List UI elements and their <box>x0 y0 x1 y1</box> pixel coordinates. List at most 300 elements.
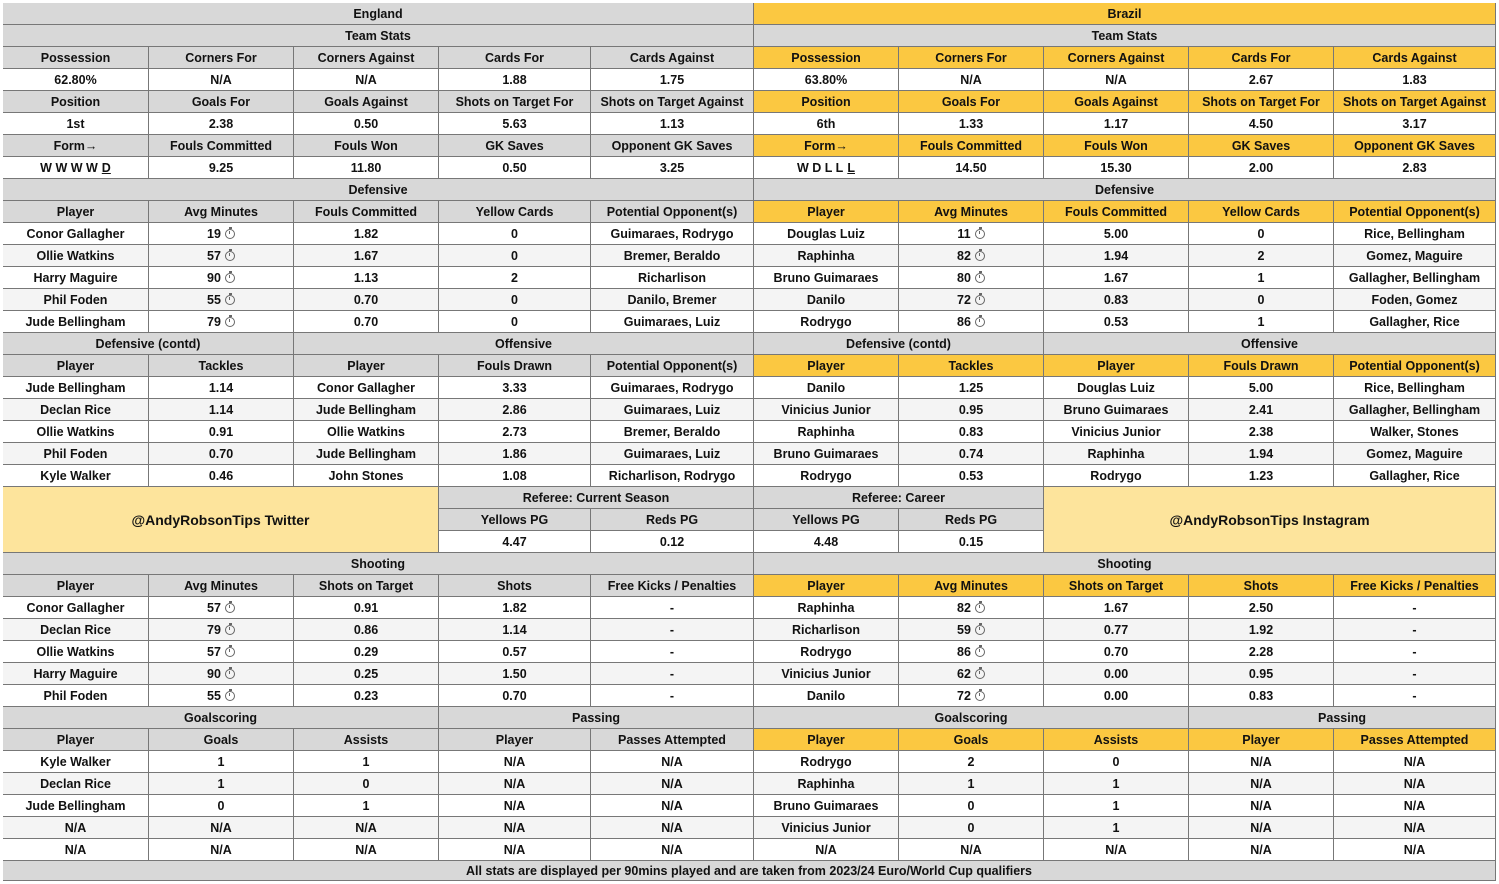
column-header: Yellow Cards <box>439 201 591 223</box>
stat-value: 14.50 <box>899 157 1044 179</box>
column-header: Avg Minutes <box>149 575 294 597</box>
section-title: Passing <box>439 707 754 729</box>
player-name: N/A <box>1189 751 1334 773</box>
stat-value: 6th <box>754 113 899 135</box>
column-header: Player <box>294 355 439 377</box>
player-name: Raphinha <box>1044 443 1189 465</box>
column-header: Potential Opponent(s) <box>1334 201 1496 223</box>
stat-value: 1.88 <box>439 69 591 91</box>
column-header: Potential Opponent(s) <box>591 355 754 377</box>
player-name: Bruno Guimaraes <box>754 795 899 817</box>
stat-label: Form→ <box>754 135 899 157</box>
form-recent: W D L L <box>797 160 844 175</box>
passes-attempted: N/A <box>1334 817 1496 839</box>
column-header: Free Kicks / Penalties <box>1334 575 1496 597</box>
section-title: Offensive <box>1044 333 1496 355</box>
avg-minutes-value: 19 <box>207 226 221 241</box>
twitter-promo[interactable]: @AndyRobsonTips Twitter <box>3 487 439 553</box>
tackles: 1.14 <box>149 399 294 421</box>
avg-minutes-cell <box>149 685 294 707</box>
avg-minutes-value: 79 <box>207 314 221 329</box>
player-name: N/A <box>1189 817 1334 839</box>
avg-minutes-value: 59 <box>957 622 971 637</box>
assists: N/A <box>294 817 439 839</box>
stat-value: 2.67 <box>1189 69 1334 91</box>
avg-minutes-cell <box>899 267 1044 289</box>
player-name: Rodrygo <box>754 465 899 487</box>
stopwatch-icon <box>225 647 235 657</box>
player-name: Harry Maguire <box>3 267 149 289</box>
free-kicks-penalties: - <box>1334 641 1496 663</box>
stat-value: 2.83 <box>1334 157 1496 179</box>
potential-opponents: Rice, Bellingham <box>1334 223 1496 245</box>
stat-value: 9.25 <box>149 157 294 179</box>
stat-label: Possession <box>3 47 149 69</box>
avg-minutes-value: 90 <box>207 270 221 285</box>
player-name: Raphinha <box>754 245 899 267</box>
shots: 1.14 <box>439 619 591 641</box>
free-kicks-penalties: - <box>591 597 754 619</box>
shots-on-target: 0.23 <box>294 685 439 707</box>
section-title: Passing <box>1189 707 1496 729</box>
stat-value: N/A <box>899 69 1044 91</box>
reds-label: Reds PG <box>899 509 1044 531</box>
form-value <box>754 157 899 179</box>
section-title: Defensive (contd) <box>3 333 294 355</box>
player-name: Vinicius Junior <box>754 817 899 839</box>
avg-minutes-cell <box>899 289 1044 311</box>
potential-opponents: Richarlison, Rodrygo <box>591 465 754 487</box>
player-name: Jude Bellingham <box>294 399 439 421</box>
player-name: Phil Foden <box>3 289 149 311</box>
player-name: Jude Bellingham <box>294 443 439 465</box>
yellow-cards: 0 <box>439 311 591 333</box>
fouls-committed: 0.83 <box>1044 289 1189 311</box>
stat-value: 1.13 <box>591 113 754 135</box>
fouls-committed: 1.13 <box>294 267 439 289</box>
goals: 2 <box>899 751 1044 773</box>
avg-minutes-cell <box>149 267 294 289</box>
assists: N/A <box>294 839 439 861</box>
player-name: Rodrygo <box>754 641 899 663</box>
player-name: Kyle Walker <box>3 465 149 487</box>
stat-value: 4.50 <box>1189 113 1334 135</box>
shots-on-target: 0.70 <box>1044 641 1189 663</box>
fouls-drawn: 2.86 <box>439 399 591 421</box>
player-name: N/A <box>3 817 149 839</box>
stat-label: Shots on Target For <box>439 91 591 113</box>
player-name: Rodrygo <box>754 751 899 773</box>
avg-minutes-cell <box>899 245 1044 267</box>
avg-minutes-value: 55 <box>207 292 221 307</box>
fouls-committed: 1.82 <box>294 223 439 245</box>
player-name: Vinicius Junior <box>754 399 899 421</box>
shots: 1.50 <box>439 663 591 685</box>
stopwatch-icon <box>975 625 985 635</box>
column-header: Passes Attempted <box>591 729 754 751</box>
passes-attempted: N/A <box>591 817 754 839</box>
avg-minutes-value: 11 <box>957 226 971 241</box>
player-name: Declan Rice <box>3 773 149 795</box>
stat-label: Fouls Committed <box>899 135 1044 157</box>
player-name: N/A <box>439 795 591 817</box>
assists: 1 <box>294 751 439 773</box>
column-header: Free Kicks / Penalties <box>591 575 754 597</box>
shots: 2.28 <box>1189 641 1334 663</box>
reds-label: Reds PG <box>591 509 754 531</box>
stat-value: 11.80 <box>294 157 439 179</box>
column-header: Player <box>3 355 149 377</box>
avg-minutes-value: 72 <box>957 292 971 307</box>
column-header: Fouls Committed <box>294 201 439 223</box>
stat-value: 1st <box>3 113 149 135</box>
stat-value: 1.33 <box>899 113 1044 135</box>
player-name: Ollie Watkins <box>3 641 149 663</box>
avg-minutes-cell <box>899 311 1044 333</box>
player-name: N/A <box>439 773 591 795</box>
potential-opponents: Walker, Stones <box>1334 421 1496 443</box>
fouls-committed: 0.70 <box>294 289 439 311</box>
player-name: Ollie Watkins <box>3 245 149 267</box>
stat-value: N/A <box>1044 69 1189 91</box>
stat-value: 5.63 <box>439 113 591 135</box>
stat-label: Goals For <box>149 91 294 113</box>
fouls-drawn: 2.38 <box>1189 421 1334 443</box>
shots: 2.50 <box>1189 597 1334 619</box>
avg-minutes-cell <box>149 311 294 333</box>
avg-minutes-cell <box>149 223 294 245</box>
player-name: N/A <box>439 751 591 773</box>
avg-minutes-cell <box>899 597 1044 619</box>
player-name: Phil Foden <box>3 685 149 707</box>
shots-on-target: 0.25 <box>294 663 439 685</box>
player-name: Jude Bellingham <box>3 795 149 817</box>
player-name: Rodrygo <box>754 311 899 333</box>
stat-label: Corners Against <box>1044 47 1189 69</box>
tackles: 1.14 <box>149 377 294 399</box>
section-title: Goalscoring <box>3 707 439 729</box>
player-name: N/A <box>439 817 591 839</box>
free-kicks-penalties: - <box>1334 597 1496 619</box>
team-title: Brazil <box>754 3 1496 25</box>
stopwatch-icon <box>225 603 235 613</box>
stat-label: Opponent GK Saves <box>591 135 754 157</box>
passes-attempted: N/A <box>591 795 754 817</box>
column-header: Player <box>754 729 899 751</box>
column-header: Goals <box>899 729 1044 751</box>
player-name: Ollie Watkins <box>294 421 439 443</box>
yellow-cards: 0 <box>1189 289 1334 311</box>
stat-label: GK Saves <box>439 135 591 157</box>
stat-label: Opponent GK Saves <box>1334 135 1496 157</box>
passes-attempted: N/A <box>1334 751 1496 773</box>
potential-opponents: Foden, Gomez <box>1334 289 1496 311</box>
fouls-drawn: 5.00 <box>1189 377 1334 399</box>
column-header: Player <box>754 201 899 223</box>
avg-minutes-value: 82 <box>957 248 971 263</box>
potential-opponents: Guimaraes, Rodrygo <box>591 223 754 245</box>
goals: 1 <box>149 751 294 773</box>
stat-label: Corners Against <box>294 47 439 69</box>
stat-label: Fouls Committed <box>149 135 294 157</box>
goals: N/A <box>149 839 294 861</box>
stat-value: 0.50 <box>439 157 591 179</box>
column-header: Passes Attempted <box>1334 729 1496 751</box>
passes-attempted: N/A <box>1334 795 1496 817</box>
stopwatch-icon <box>975 229 985 239</box>
shots-on-target: 0.29 <box>294 641 439 663</box>
footer-note: All stats are displayed per 90mins played and are taken from 2023/24 Euro/World Cup qualifiers <box>3 861 1496 881</box>
player-name: Douglas Luiz <box>754 223 899 245</box>
referee-current-yellows: 4.47 <box>439 531 591 553</box>
shots-on-target: 0.86 <box>294 619 439 641</box>
team-stats-title: Team Stats <box>754 25 1496 47</box>
stats-sheet <box>3 3 1496 881</box>
potential-opponents: Gomez, Maguire <box>1334 245 1496 267</box>
potential-opponents: Richarlison <box>591 267 754 289</box>
avg-minutes-cell <box>899 663 1044 685</box>
stat-label: Goals For <box>899 91 1044 113</box>
shots-on-target: 0.91 <box>294 597 439 619</box>
player-name: Jude Bellingham <box>3 377 149 399</box>
avg-minutes-cell <box>899 641 1044 663</box>
tackles: 0.53 <box>899 465 1044 487</box>
avg-minutes-value: 79 <box>207 622 221 637</box>
fouls-drawn: 1.23 <box>1189 465 1334 487</box>
column-header: Shots <box>439 575 591 597</box>
potential-opponents: Gallagher, Rice <box>1334 311 1496 333</box>
fouls-committed: 0.53 <box>1044 311 1189 333</box>
assists: 1 <box>1044 795 1189 817</box>
column-header: Avg Minutes <box>899 201 1044 223</box>
column-header: Yellow Cards <box>1189 201 1334 223</box>
stat-label: Cards For <box>1189 47 1334 69</box>
column-header: Fouls Drawn <box>1189 355 1334 377</box>
stat-label: Shots on Target Against <box>1334 91 1496 113</box>
stat-value: 1.17 <box>1044 113 1189 135</box>
goals: N/A <box>899 839 1044 861</box>
yellow-cards: 2 <box>1189 245 1334 267</box>
stopwatch-icon <box>975 647 985 657</box>
referee-career-yellows: 4.48 <box>754 531 899 553</box>
player-name: Raphinha <box>754 773 899 795</box>
section-title: Goalscoring <box>754 707 1189 729</box>
player-name: Danilo <box>754 377 899 399</box>
player-name: Ollie Watkins <box>3 421 149 443</box>
stat-value: N/A <box>294 69 439 91</box>
assists: 1 <box>1044 817 1189 839</box>
passes-attempted: N/A <box>591 839 754 861</box>
stat-label: GK Saves <box>1189 135 1334 157</box>
shots-on-target: 0.77 <box>1044 619 1189 641</box>
player-name: John Stones <box>294 465 439 487</box>
goals: 1 <box>149 773 294 795</box>
fouls-drawn: 1.86 <box>439 443 591 465</box>
player-name: N/A <box>1189 839 1334 861</box>
avg-minutes-cell <box>149 663 294 685</box>
player-name: Raphinha <box>754 597 899 619</box>
avg-minutes-value: 82 <box>957 600 971 615</box>
player-name: Bruno Guimaraes <box>1044 399 1189 421</box>
referee-career-title: Referee: Career <box>754 487 1044 509</box>
stat-label: Form→ <box>3 135 149 157</box>
avg-minutes-value: 55 <box>207 688 221 703</box>
avg-minutes-cell <box>899 685 1044 707</box>
assists: 0 <box>294 773 439 795</box>
stat-label: Goals Against <box>294 91 439 113</box>
stat-label: Shots on Target Against <box>591 91 754 113</box>
stat-label: Goals Against <box>1044 91 1189 113</box>
tackles: 1.25 <box>899 377 1044 399</box>
player-name: Rodrygo <box>1044 465 1189 487</box>
free-kicks-penalties: - <box>591 685 754 707</box>
column-header: Assists <box>1044 729 1189 751</box>
player-name: Conor Gallagher <box>3 223 149 245</box>
stat-label: Cards Against <box>591 47 754 69</box>
fouls-drawn: 3.33 <box>439 377 591 399</box>
free-kicks-penalties: - <box>1334 685 1496 707</box>
player-name: Conor Gallagher <box>3 597 149 619</box>
section-title: Defensive <box>754 179 1496 201</box>
assists: N/A <box>1044 839 1189 861</box>
tackles: 0.46 <box>149 465 294 487</box>
section-title: Offensive <box>294 333 754 355</box>
stat-value: 2.38 <box>149 113 294 135</box>
stat-label: Cards Against <box>1334 47 1496 69</box>
column-header: Player <box>754 355 899 377</box>
shots: 1.82 <box>439 597 591 619</box>
player-name: Vinicius Junior <box>1044 421 1189 443</box>
yellow-cards: 1 <box>1189 267 1334 289</box>
column-header: Avg Minutes <box>149 201 294 223</box>
player-name: N/A <box>1189 795 1334 817</box>
player-name: Vinicius Junior <box>754 663 899 685</box>
yellow-cards: 2 <box>439 267 591 289</box>
column-header: Assists <box>294 729 439 751</box>
avg-minutes-cell <box>899 619 1044 641</box>
stat-value: 15.30 <box>1044 157 1189 179</box>
stopwatch-icon <box>975 691 985 701</box>
tackles: 0.83 <box>899 421 1044 443</box>
column-header: Avg Minutes <box>899 575 1044 597</box>
form-recent: W W W W <box>40 160 98 175</box>
column-header: Player <box>3 201 149 223</box>
column-header: Shots on Target <box>1044 575 1189 597</box>
column-header: Shots on Target <box>294 575 439 597</box>
tackles: 0.91 <box>149 421 294 443</box>
stopwatch-icon <box>975 273 985 283</box>
avg-minutes-value: 86 <box>957 644 971 659</box>
potential-opponents: Guimaraes, Luiz <box>591 311 754 333</box>
shots: 0.57 <box>439 641 591 663</box>
potential-opponents: Guimaraes, Rodrygo <box>591 377 754 399</box>
avg-minutes-cell <box>899 223 1044 245</box>
column-header: Player <box>754 575 899 597</box>
fouls-committed: 1.94 <box>1044 245 1189 267</box>
free-kicks-penalties: - <box>591 663 754 685</box>
stopwatch-icon <box>225 229 235 239</box>
potential-opponents: Bremer, Beraldo <box>591 421 754 443</box>
potential-opponents: Guimaraes, Luiz <box>591 443 754 465</box>
passes-attempted: N/A <box>1334 839 1496 861</box>
stat-value: 0.50 <box>294 113 439 135</box>
stat-label: Possession <box>754 47 899 69</box>
stat-label: Fouls Won <box>294 135 439 157</box>
stat-value: 3.17 <box>1334 113 1496 135</box>
team-title: England <box>3 3 754 25</box>
instagram-promo[interactable]: @AndyRobsonTips Instagram <box>1044 487 1496 553</box>
yellow-cards: 0 <box>1189 223 1334 245</box>
tackles: 0.70 <box>149 443 294 465</box>
stat-label: Cards For <box>439 47 591 69</box>
stat-value: 1.83 <box>1334 69 1496 91</box>
stopwatch-icon <box>975 251 985 261</box>
goals: 1 <box>899 773 1044 795</box>
avg-minutes-cell <box>149 245 294 267</box>
form-value <box>3 157 149 179</box>
player-name: Declan Rice <box>3 399 149 421</box>
player-name: Jude Bellingham <box>3 311 149 333</box>
yellow-cards: 0 <box>439 289 591 311</box>
goals: 0 <box>149 795 294 817</box>
potential-opponents: Rice, Bellingham <box>1334 377 1496 399</box>
stopwatch-icon <box>225 691 235 701</box>
stopwatch-icon <box>975 317 985 327</box>
avg-minutes-cell <box>149 619 294 641</box>
player-name: N/A <box>3 839 149 861</box>
tackles: 0.74 <box>899 443 1044 465</box>
player-name: Bruno Guimaraes <box>754 443 899 465</box>
column-header: Fouls Committed <box>1044 201 1189 223</box>
avg-minutes-value: 57 <box>207 248 221 263</box>
stopwatch-icon <box>975 603 985 613</box>
yellows-label: Yellows PG <box>439 509 591 531</box>
yellows-label: Yellows PG <box>754 509 899 531</box>
column-header: Tackles <box>149 355 294 377</box>
stat-value: N/A <box>149 69 294 91</box>
stat-value: 1.75 <box>591 69 754 91</box>
stat-value: 2.00 <box>1189 157 1334 179</box>
avg-minutes-cell <box>149 597 294 619</box>
stopwatch-icon <box>975 669 985 679</box>
goals: 0 <box>899 795 1044 817</box>
yellow-cards: 1 <box>1189 311 1334 333</box>
stat-label: Corners For <box>149 47 294 69</box>
avg-minutes-cell <box>149 289 294 311</box>
column-header: Player <box>3 575 149 597</box>
potential-opponents: Guimaraes, Luiz <box>591 399 754 421</box>
passes-attempted: N/A <box>591 751 754 773</box>
stopwatch-icon <box>225 273 235 283</box>
potential-opponents: Bremer, Beraldo <box>591 245 754 267</box>
form-latest: D <box>101 160 111 175</box>
yellow-cards: 0 <box>439 223 591 245</box>
player-name: N/A <box>1189 773 1334 795</box>
stopwatch-icon <box>225 251 235 261</box>
yellow-cards: 0 <box>439 245 591 267</box>
player-name: Danilo <box>754 289 899 311</box>
stat-label: Fouls Won <box>1044 135 1189 157</box>
fouls-committed: 1.67 <box>1044 267 1189 289</box>
column-header: Player <box>1189 729 1334 751</box>
potential-opponents: Gallagher, Bellingham <box>1334 399 1496 421</box>
stopwatch-icon <box>225 625 235 635</box>
potential-opponents: Gallagher, Rice <box>1334 465 1496 487</box>
shots: 0.95 <box>1189 663 1334 685</box>
passes-attempted: N/A <box>1334 773 1496 795</box>
potential-opponents: Gomez, Maguire <box>1334 443 1496 465</box>
fouls-drawn: 1.94 <box>1189 443 1334 465</box>
